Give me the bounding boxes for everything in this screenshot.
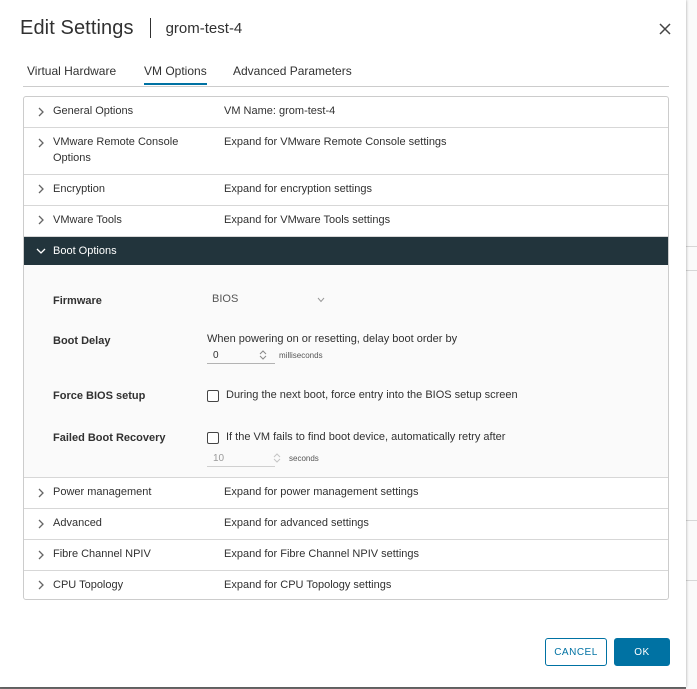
close-icon[interactable] [655, 19, 675, 39]
section-fibre-channel-npiv[interactable] [24, 540, 668, 571]
boot-options-body [24, 265, 668, 478]
chevron-right-icon [36, 138, 46, 148]
chevron-down-icon [36, 246, 46, 256]
section-label: Power management [53, 486, 152, 498]
section-value: Expand for power management settings [224, 486, 419, 498]
boot-delay-unit: milliseconds [279, 351, 323, 360]
ok-button[interactable]: OK [614, 638, 670, 666]
section-value: VM Name: grom-test-4 [224, 105, 336, 117]
vm-name-subtitle: grom-test-4 [165, 19, 243, 37]
section-label: Advanced [53, 517, 102, 529]
section-vmware-tools[interactable] [24, 206, 668, 237]
section-value: Expand for advanced settings [224, 517, 369, 529]
failed-boot-recovery-label: Failed Boot Recovery [53, 432, 166, 444]
section-power-management[interactable] [24, 478, 668, 509]
section-label: VMware Tools [53, 214, 122, 226]
tab-virtual-hardware[interactable]: Virtual Hardware [27, 64, 117, 78]
tab-advanced-parameters[interactable]: Advanced Parameters [233, 64, 352, 78]
section-label: Boot Options [53, 245, 117, 257]
section-value: Expand for CPU Topology settings [224, 579, 392, 591]
tab-vm-options[interactable]: VM Options [144, 64, 207, 85]
chevron-right-icon [36, 488, 46, 498]
section-value: Expand for encryption settings [224, 183, 372, 195]
retry-seconds-input[interactable] [207, 450, 275, 467]
chevron-right-icon [36, 215, 46, 225]
chevron-right-icon [36, 519, 46, 529]
firmware-selected-value: BIOS [212, 293, 239, 305]
background-page-edge [686, 0, 697, 689]
section-label: General Options [53, 105, 134, 117]
failed-boot-recovery-checkbox[interactable] [207, 432, 219, 444]
section-label: CPU Topology [53, 579, 124, 591]
section-label: Fibre Channel NPIV [53, 548, 151, 560]
tab-bar [23, 61, 669, 87]
failed-boot-recovery-description: If the VM fails to find boot device, automatically retry after [226, 431, 506, 443]
section-general-options[interactable] [24, 97, 668, 128]
title-separator [150, 18, 151, 38]
section-encryption[interactable] [24, 175, 668, 206]
spinner-icon[interactable] [258, 348, 268, 362]
dialog-title: Edit Settings [20, 16, 134, 39]
section-vmware-remote-console[interactable] [24, 128, 668, 175]
section-value: Expand for VMware Remote Console settings [224, 136, 447, 148]
retry-unit: seconds [289, 454, 319, 463]
boot-delay-description: When powering on or resetting, delay boot order by [207, 333, 458, 345]
cancel-button[interactable]: CANCEL [545, 638, 607, 666]
section-label-line2: Options [53, 152, 91, 164]
chevron-down-icon [317, 297, 325, 303]
chevron-right-icon [36, 107, 46, 117]
force-bios-label: Force BIOS setup [53, 390, 146, 402]
firmware-select[interactable] [208, 292, 328, 310]
section-value: Expand for Fibre Channel NPIV settings [224, 548, 420, 560]
force-bios-checkbox[interactable] [207, 390, 219, 402]
section-cpu-topology[interactable] [24, 571, 668, 599]
dialog-header [20, 14, 242, 42]
chevron-right-icon [36, 550, 46, 560]
firmware-label: Firmware [53, 295, 102, 307]
section-advanced[interactable] [24, 509, 668, 540]
chevron-right-icon [36, 580, 46, 590]
section-boot-options[interactable] [24, 237, 668, 265]
section-label: Encryption [53, 183, 105, 195]
spinner-icon[interactable] [272, 451, 282, 465]
chevron-right-icon [36, 184, 46, 194]
boot-delay-label: Boot Delay [53, 335, 111, 347]
force-bios-description: During the next boot, force entry into the BIOS setup screen [226, 389, 518, 401]
section-value: Expand for VMware Tools settings [224, 214, 391, 226]
section-label: VMware Remote Console [53, 136, 179, 148]
vm-options-panel [23, 96, 669, 600]
